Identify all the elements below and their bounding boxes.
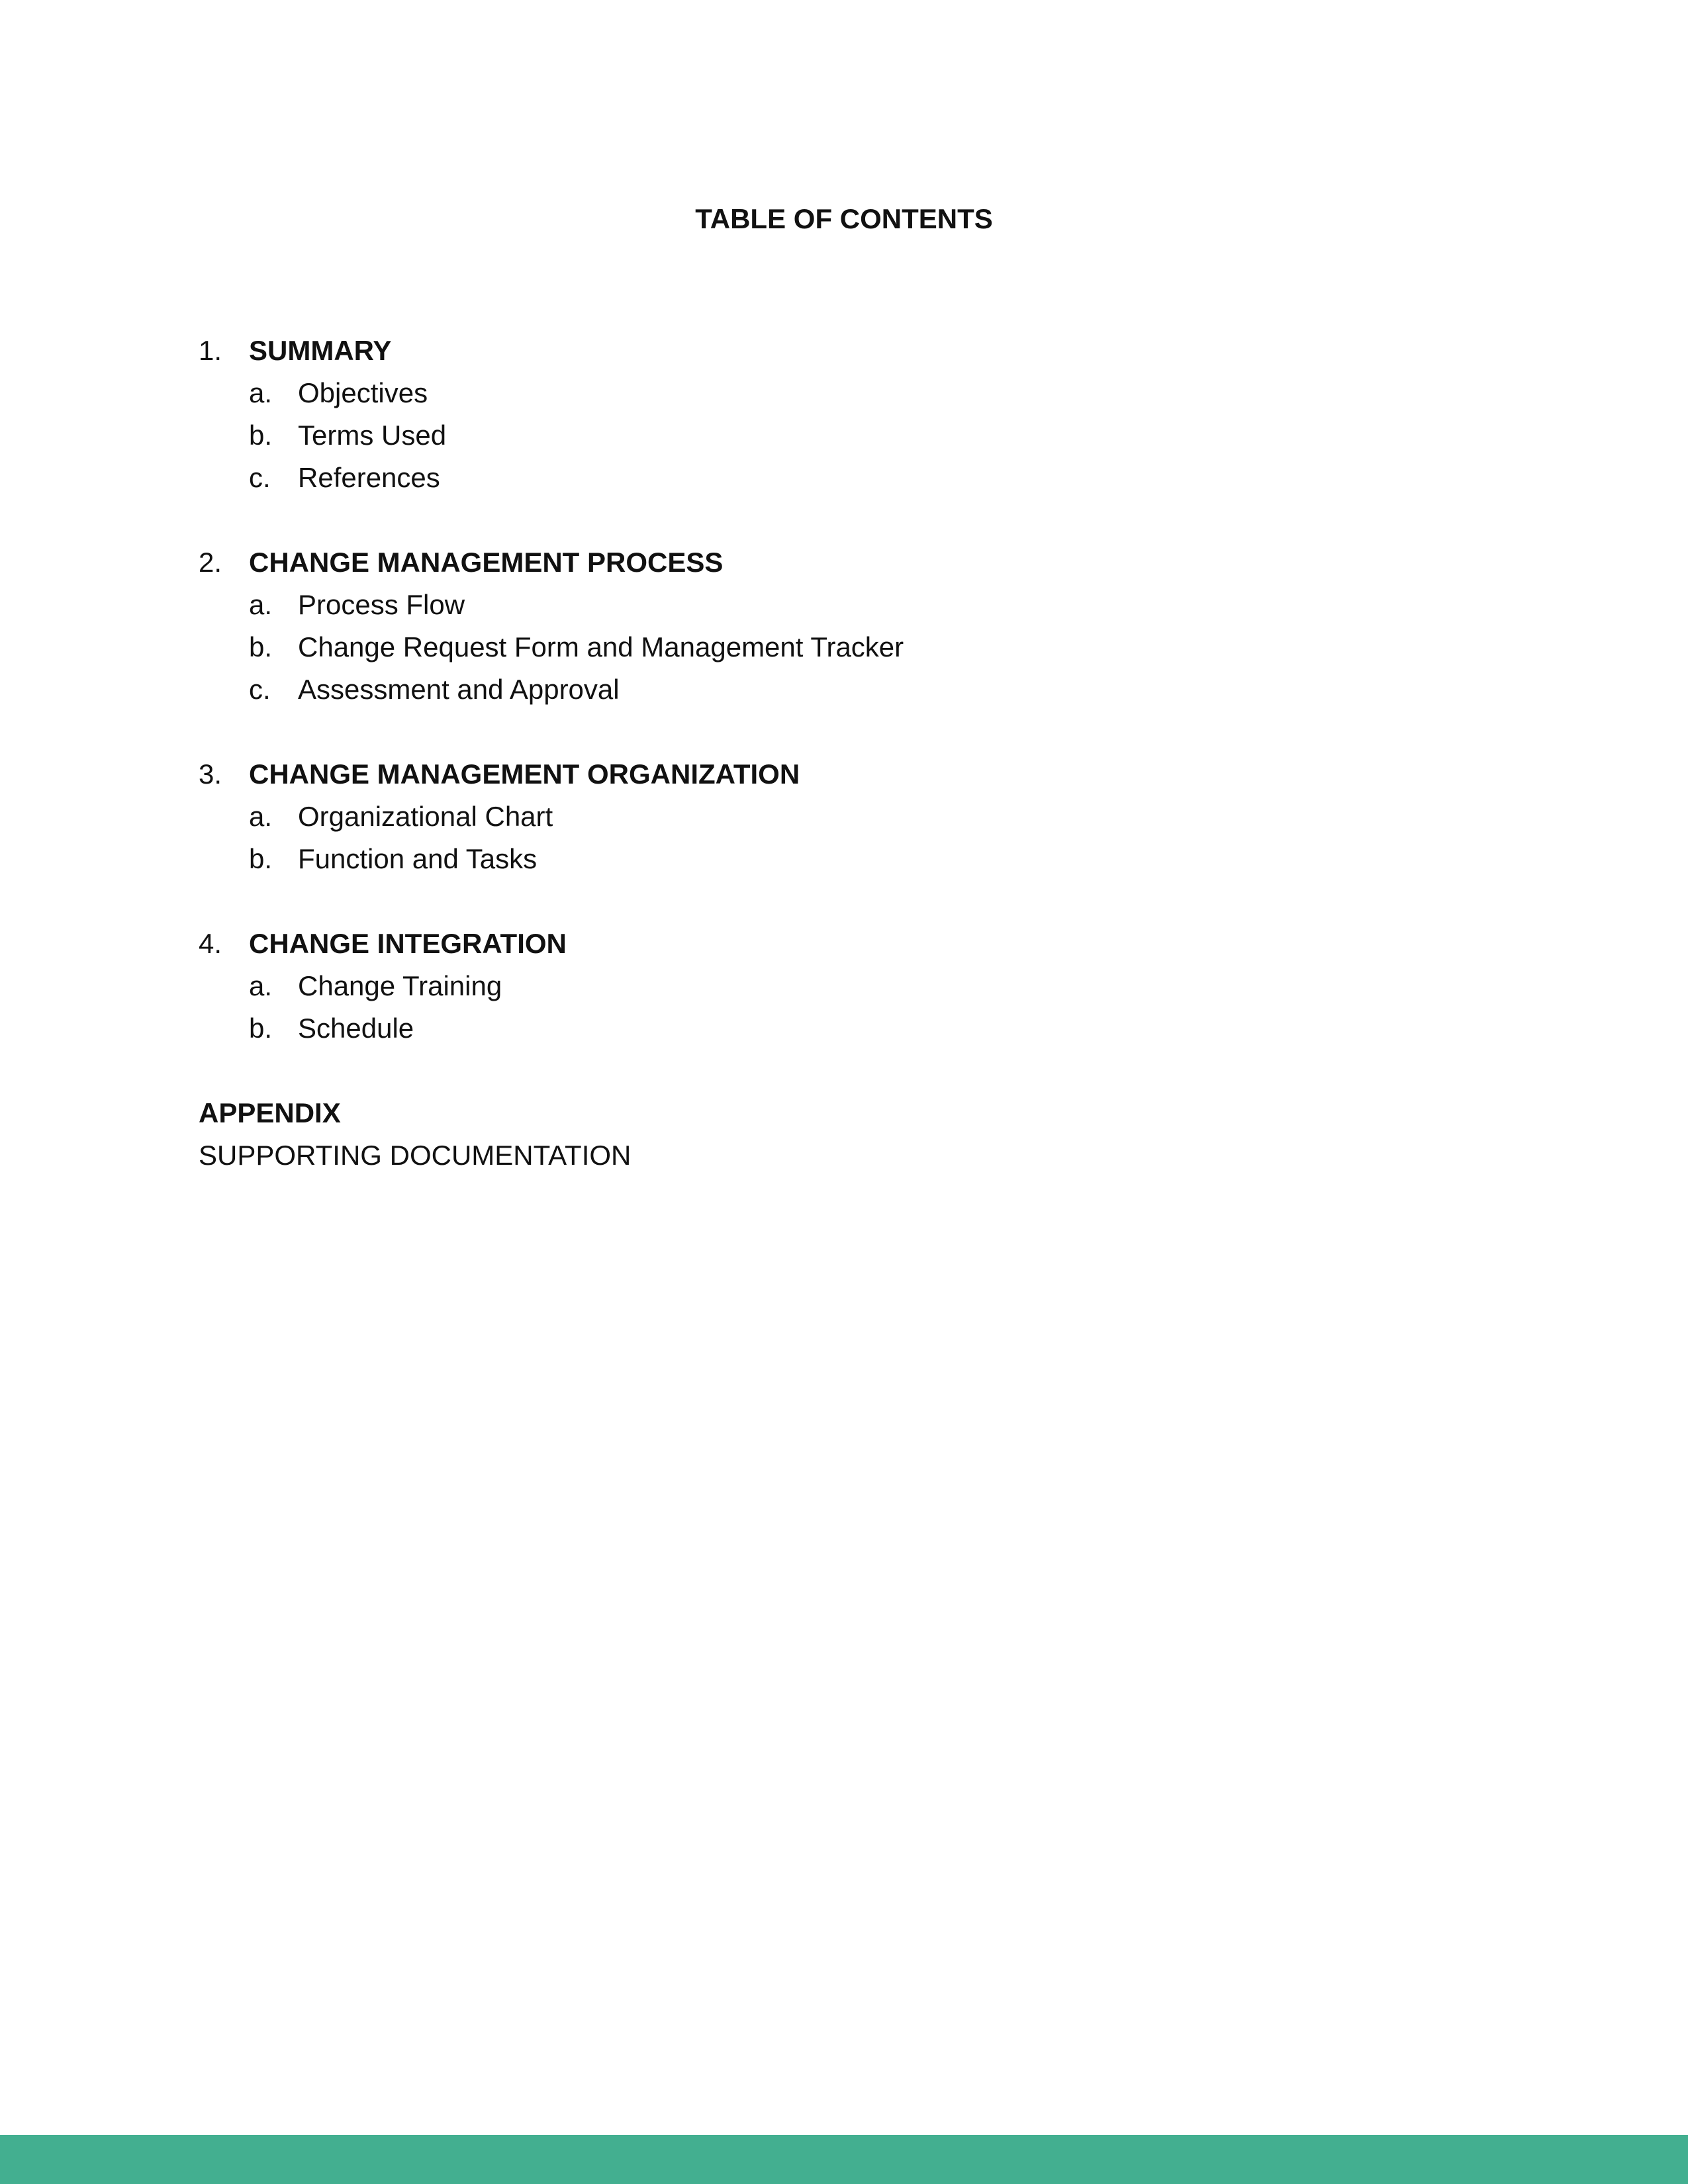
table-of-contents bbox=[199, 330, 1523, 1219]
footer-accent-bar bbox=[0, 2135, 1688, 2184]
toc-subitem[interactable] bbox=[199, 796, 1523, 838]
section-number: 3. bbox=[199, 758, 222, 790]
section-number: 4. bbox=[199, 928, 222, 959]
toc-section-3 bbox=[199, 753, 1523, 880]
subitem-label: Terms Used bbox=[298, 420, 447, 451]
subitem-letter: b. bbox=[249, 420, 273, 451]
section-heading: CHANGE INTEGRATION bbox=[249, 928, 567, 959]
section-heading: CHANGE MANAGEMENT PROCESS bbox=[249, 547, 724, 578]
toc-heading-row[interactable] bbox=[199, 753, 1523, 796]
subitem-label: Schedule bbox=[298, 1013, 414, 1044]
toc-section-4 bbox=[199, 923, 1523, 1050]
toc-section-1 bbox=[199, 330, 1523, 499]
subitem-letter: a. bbox=[249, 970, 273, 1001]
subitem-letter: a. bbox=[249, 377, 273, 408]
toc-heading-row[interactable] bbox=[199, 541, 1523, 584]
subitem-letter: a. bbox=[249, 801, 273, 832]
toc-subitem[interactable] bbox=[199, 584, 1523, 626]
subitem-letter: b. bbox=[249, 843, 273, 874]
page-title: TABLE OF CONTENTS bbox=[695, 203, 993, 234]
subitem-letter: a. bbox=[249, 589, 273, 620]
toc-appendix bbox=[199, 1092, 1523, 1177]
toc-subitem[interactable] bbox=[199, 1007, 1523, 1050]
toc-subitem[interactable] bbox=[199, 457, 1523, 499]
toc-heading-row[interactable] bbox=[199, 923, 1523, 965]
appendix-text[interactable]: SUPPORTING DOCUMENTATION bbox=[199, 1140, 632, 1171]
subitem-letter: c. bbox=[249, 674, 271, 705]
subitem-label: Change Training bbox=[298, 970, 502, 1001]
toc-subitem[interactable] bbox=[199, 668, 1523, 711]
subitem-label: Change Request Form and Management Tracker bbox=[298, 631, 904, 662]
toc-subitem[interactable] bbox=[199, 372, 1523, 414]
section-heading: CHANGE MANAGEMENT ORGANIZATION bbox=[249, 758, 800, 790]
subitem-letter: b. bbox=[249, 631, 273, 662]
subitem-letter: b. bbox=[249, 1013, 273, 1044]
subitem-label: Organizational Chart bbox=[298, 801, 553, 832]
toc-subitem[interactable] bbox=[199, 626, 1523, 668]
appendix-title[interactable]: APPENDIX bbox=[199, 1097, 341, 1128]
section-number: 2. bbox=[199, 547, 222, 578]
section-heading: SUMMARY bbox=[249, 335, 392, 366]
toc-heading-row[interactable] bbox=[199, 330, 1523, 372]
subitem-label: References bbox=[298, 462, 440, 493]
toc-subitem[interactable] bbox=[199, 965, 1523, 1007]
subitem-label: Objectives bbox=[298, 377, 428, 408]
subitem-label: Process Flow bbox=[298, 589, 465, 620]
toc-subitem[interactable] bbox=[199, 838, 1523, 880]
toc-subitem[interactable] bbox=[199, 414, 1523, 457]
toc-section-2 bbox=[199, 541, 1523, 711]
subitem-label: Assessment and Approval bbox=[298, 674, 620, 705]
subitem-label: Function and Tasks bbox=[298, 843, 538, 874]
section-number: 1. bbox=[199, 335, 222, 366]
subitem-letter: c. bbox=[249, 462, 271, 493]
